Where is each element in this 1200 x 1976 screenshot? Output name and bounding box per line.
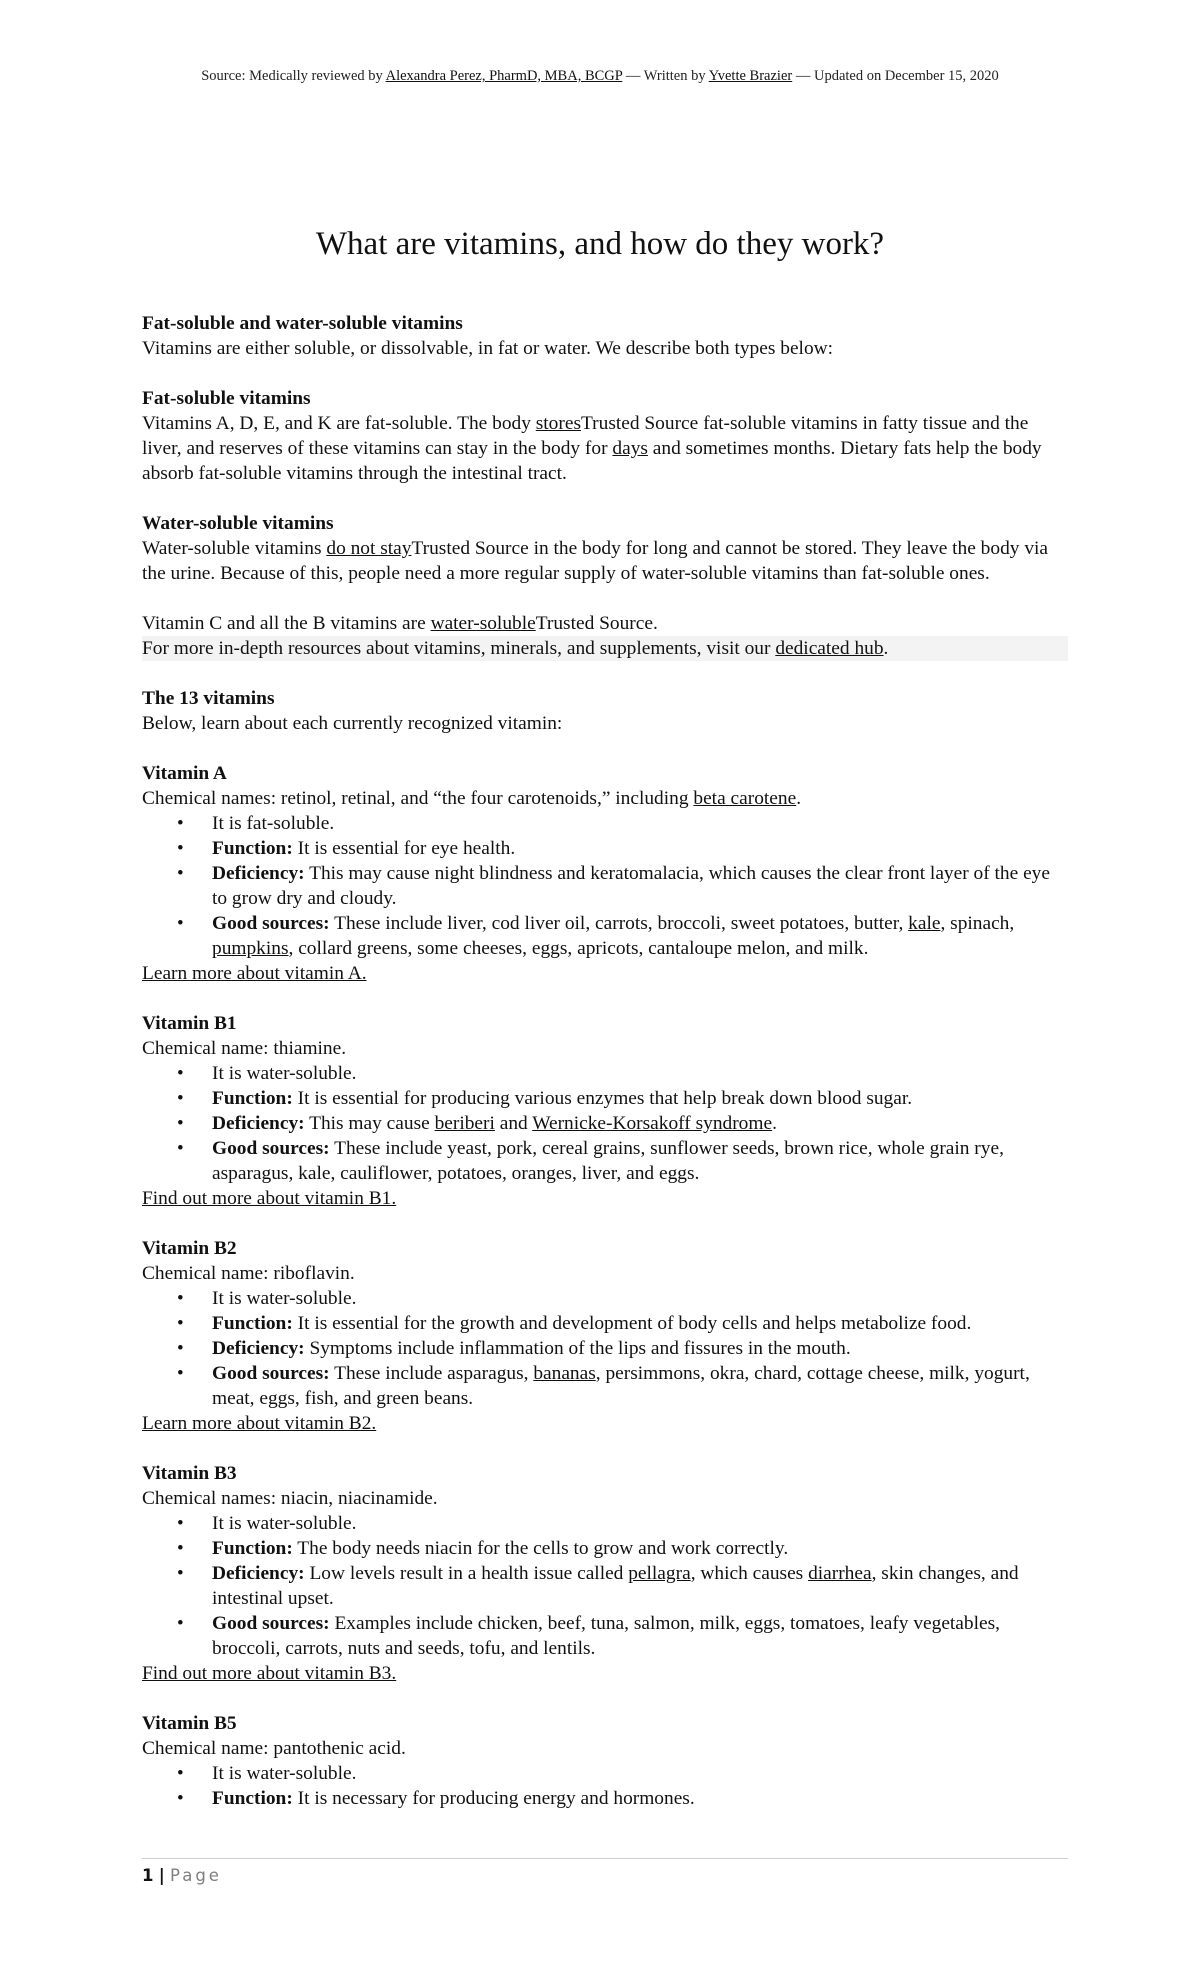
learn-more-vitamin-b2-link[interactable]: Learn more about vitamin B2. [142,1413,377,1434]
wernicke-korsakoff-link[interactable]: Wernicke-Korsakoff syndrome [532,1113,773,1134]
beriberi-link[interactable]: beriberi [434,1113,495,1134]
list-item: • Good sources: These include liver, cod liver oil, carrots, broccoli, sweet potatoes, butter, kale, spinach, pumpkins, collard greens, some cheeses, eggs, apricots, cantaloupe melon, and milk. [212,911,1068,961]
vitamin-b5-heading: Vitamin B5 [142,1713,237,1734]
list-item: • It is water-soluble. [212,1061,1068,1086]
footer-divider [142,1858,1068,1859]
written-by-text: — Written by [625,68,706,84]
source-prefix: Source: Medically reviewed by [201,68,383,84]
vitamin-b2-heading: Vitamin B2 [142,1238,237,1259]
find-more-vitamin-b3-link[interactable]: Find out more about vitamin B3. [142,1663,397,1684]
vitamin-b5-chemical-name: Chemical name: pantothenic acid. [142,1738,406,1759]
vitamin-c-paragraph: Vitamin C and all the B vitamins are water-solubleTrusted Source. [142,613,658,634]
article-body [142,311,1068,1811]
page-label: Page [170,1866,222,1885]
page-number: 1 [142,1866,154,1885]
list-item: • It is fat-soluble. [212,811,1068,836]
section-heading-13-vitamins: The 13 vitamins [142,688,275,709]
vitamin-b1-heading: Vitamin B1 [142,1013,237,1034]
do-not-stay-link[interactable]: do not stay [326,538,412,559]
list-item: • Deficiency: Low levels result in a health issue called pellagra, which causes diarrhea, skin changes, and intestinal upset. [212,1561,1068,1611]
fat-soluble-paragraph: Vitamins A, D, E, and K are fat-soluble. The body storesTrusted Source fat-soluble vitamins in fatty tissue and the liver, and reserves of these vitamins can stay in the body for days and sometimes months. Dietary fats help the body absorb fat-soluble vitamins through the intestinal tract. [142,413,1042,484]
diarrhea-link[interactable]: diarrhea [808,1563,872,1584]
kale-link[interactable]: kale [908,913,941,934]
page-title: What are vitamins, and how do they work? [315,226,885,262]
list-item: • It is water-soluble. [212,1286,1068,1311]
updated-date: — Updated on December 15, 2020 [795,68,999,84]
vitamin-b3-heading: Vitamin B3 [142,1463,237,1484]
dedicated-hub-link[interactable]: dedicated hub [775,638,884,659]
learn-more-vitamin-a-link[interactable]: Learn more about vitamin A. [142,963,367,984]
vitamin-b2-chemical-name: Chemical name: riboflavin. [142,1263,355,1284]
list-item: • Good sources: These include asparagus, bananas, persimmons, okra, chard, cottage cheese, milk, yogurt, meat, eggs, fish, and green beans. [212,1361,1068,1411]
vitamin-a-list [142,811,1068,961]
vitamin-b2-list [142,1286,1068,1411]
list-item: • It is water-soluble. [212,1511,1068,1536]
water-soluble-link[interactable]: water-soluble [430,613,536,634]
vitamin-b5-list [142,1761,1068,1811]
list-item: • Function: It is essential for the growth and development of body cells and helps metabolize food. [212,1311,1068,1336]
vitamin-b1-chemical-name: Chemical name: thiamine. [142,1038,347,1059]
stores-link[interactable]: stores [535,413,581,434]
intro-paragraph: Vitamins are either soluble, or dissolvable, in fat or water. We describe both types below: [142,338,834,359]
vitamin-a-chemical-names: Chemical names: retinol, retinal, and “the four carotenoids,” including beta carotene. [142,788,802,809]
pumpkins-link[interactable]: pumpkins [212,938,289,959]
page-footer [142,1866,222,1885]
vitamin-b3-chemical-names: Chemical names: niacin, niacinamide. [142,1488,438,1509]
vitamin-b1-list [142,1061,1068,1186]
find-more-vitamin-b1-link[interactable]: Find out more about vitamin B1. [142,1188,397,1209]
list-item: • Function: It is essential for producing various enzymes that help break down blood sugar. [212,1086,1068,1111]
thirteen-intro: Below, learn about each currently recognized vitamin: [142,713,563,734]
list-item: • It is water-soluble. [212,1761,1068,1786]
hub-callout: For more in-depth resources about vitamins, minerals, and supplements, visit our dedicated hub. [142,636,1068,661]
source-line [0,68,1200,85]
author-link[interactable]: Yvette Brazier [708,68,793,84]
days-link[interactable]: days [612,438,648,459]
reviewer-link[interactable]: Alexandra Perez, PharmD, MBA, BCGP [385,68,623,84]
list-item: • Good sources: Examples include chicken, beef, tuna, salmon, milk, eggs, tomatoes, leafy vegetables, broccoli, carrots, nuts and seeds, tofu, and lentils. [212,1611,1068,1661]
section-heading-fat-soluble: Fat-soluble vitamins [142,388,311,409]
list-item: • Deficiency: Symptoms include inflammation of the lips and fissures in the mouth. [212,1336,1068,1361]
list-item: • Good sources: These include yeast, pork, cereal grains, sunflower seeds, brown rice, whole grain rye, asparagus, kale, cauliflower, potatoes, oranges, liver, and eggs. [212,1136,1068,1186]
pellagra-link[interactable]: pellagra [628,1563,691,1584]
section-heading-water-soluble: Water-soluble vitamins [142,513,334,534]
water-soluble-paragraph: Water-soluble vitamins do not stayTrusted Source in the body for long and cannot be stored. They leave the body via the urine. Because of this, people need a more regular supply of water-soluble vitamins than fat-soluble ones. [142,538,1049,584]
list-item: • Function: It is necessary for producing energy and hormones. [212,1786,1068,1811]
list-item: • Deficiency: This may cause beriberi and Wernicke-Korsakoff syndrome. [212,1111,1068,1136]
footer-separator: | [158,1866,165,1885]
list-item: • Deficiency: This may cause night blindness and keratomalacia, which causes the clear front layer of the eye to grow dry and cloudy. [212,861,1068,911]
list-item: • Function: It is essential for eye health. [212,836,1068,861]
vitamin-a-heading: Vitamin A [142,763,227,784]
beta-carotene-link[interactable]: beta carotene [693,788,797,809]
vitamin-b3-list [142,1511,1068,1661]
list-item: • Function: The body needs niacin for the cells to grow and work correctly. [212,1536,1068,1561]
bananas-link[interactable]: bananas [533,1363,596,1384]
section-heading-fat-water: Fat-soluble and water-soluble vitamins [142,313,463,334]
